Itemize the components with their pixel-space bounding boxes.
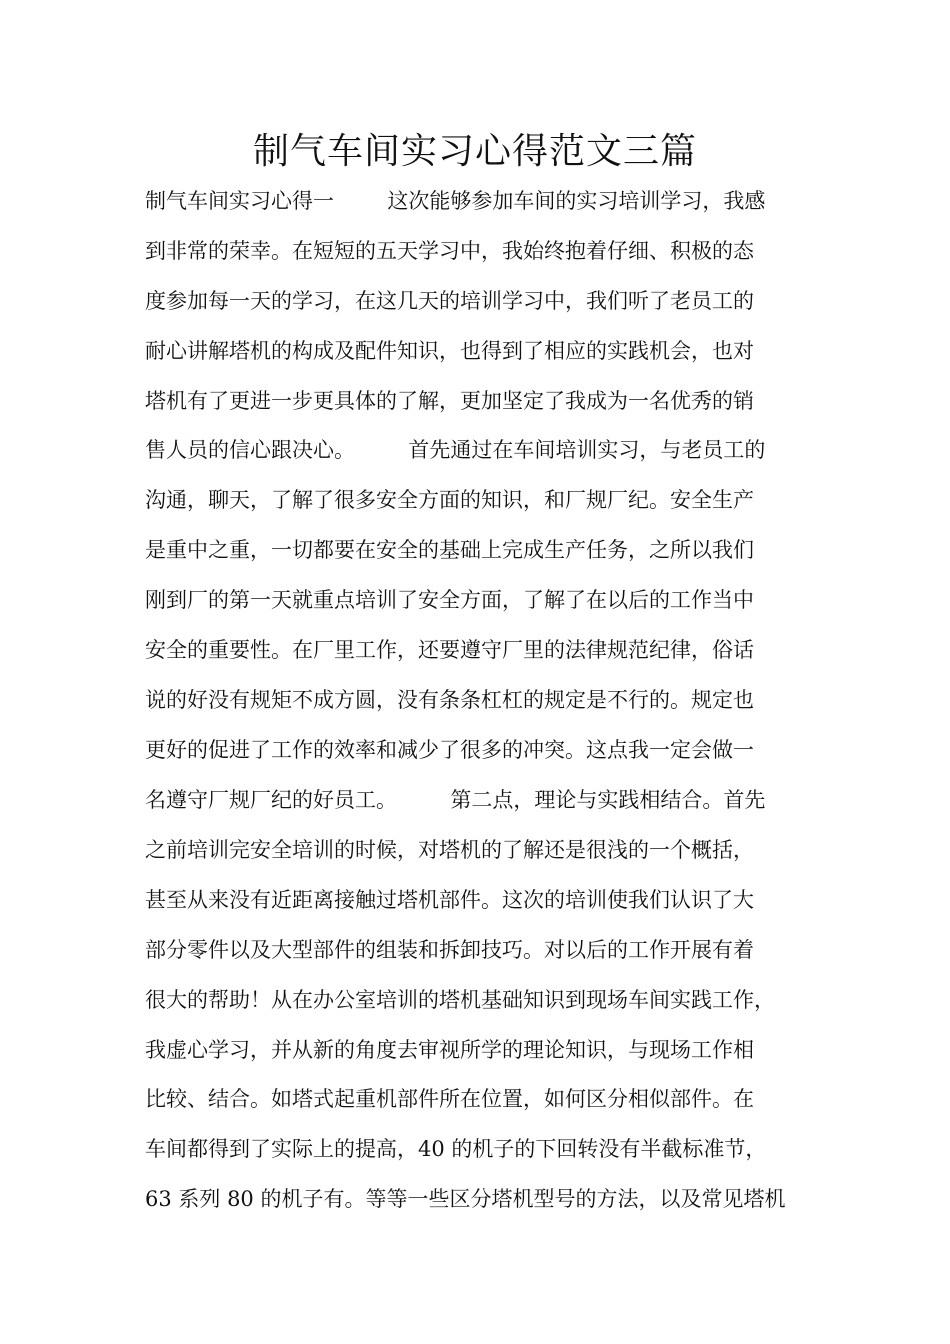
body-line: 说的好没有规矩不成方圆，没有条条杠杠的规定是不行的。规定也 [145, 688, 754, 712]
page-title: 制气车间实习心得范文三篇 [252, 131, 697, 172]
body-line: 更好的促进了工作的效率和减少了很多的冲突。这点我一定会做一 [145, 738, 754, 762]
body-line: 是重中之重，一切都要在安全的基础上完成生产任务，之所以我们 [145, 538, 754, 562]
body-line: 很大的帮助！从在办公室培训的塔机基础知识到现场车间实践工作， [145, 988, 775, 1012]
body-line: 名遵守厂规厂纪的好员工。 第二点，理论与实践相结合。首先 [145, 788, 766, 812]
body-line: 安全的重要性。在厂里工作，还要遵守厂里的法律规范纪律，俗话 [145, 638, 754, 662]
body-line: 比较、结合。如塔式起重机部件所在位置，如何区分相似部件。在 [145, 1087, 754, 1111]
body-line: 塔机有了更进一步更具体的了解，更加坚定了我成为一名优秀的销 [145, 389, 754, 413]
body-line: 售人员的信心跟决心。 首先通过在车间培训实习，与老员工的 [145, 438, 766, 462]
body-line: 制气车间实习心得一 这次能够参加车间的实习培训学习，我感 [145, 189, 766, 213]
body-line: 63 系列 80 的机子有。等等一些区分塔机型号的方法，以及常见塔机 [145, 1187, 786, 1211]
body-line: 耐心讲解塔机的构成及配件知识，也得到了相应的实践机会，也对 [145, 339, 754, 363]
body-line: 刚到厂的第一天就重点培训了安全方面，了解了在以后的工作当中 [145, 588, 754, 612]
body-line: 部分零件以及大型部件的组装和拆卸技巧。对以后的工作开展有着 [145, 938, 754, 962]
body-line: 沟通，聊天，了解了很多安全方面的知识，和厂规厂纪。安全生产 [145, 488, 754, 512]
body-line: 甚至从来没有近距离接触过塔机部件。这次的培训使我们认识了大 [145, 888, 754, 912]
body-line: 之前培训完安全培训的时候，对塔机的了解还是很浅的一个概括， [145, 838, 754, 862]
body-line: 车间都得到了实际上的提高，40 的机子的下回转没有半截标准节， [145, 1137, 767, 1161]
body-line: 度参加每一天的学习，在这几天的培训学习中，我们听了老员工的 [145, 289, 754, 313]
body-line: 我虚心学习，并从新的角度去审视所学的理论知识，与现场工作相 [145, 1038, 754, 1062]
body-line: 到非常的荣幸。在短短的五天学习中，我始终抱着仔细、积极的态 [145, 239, 754, 263]
